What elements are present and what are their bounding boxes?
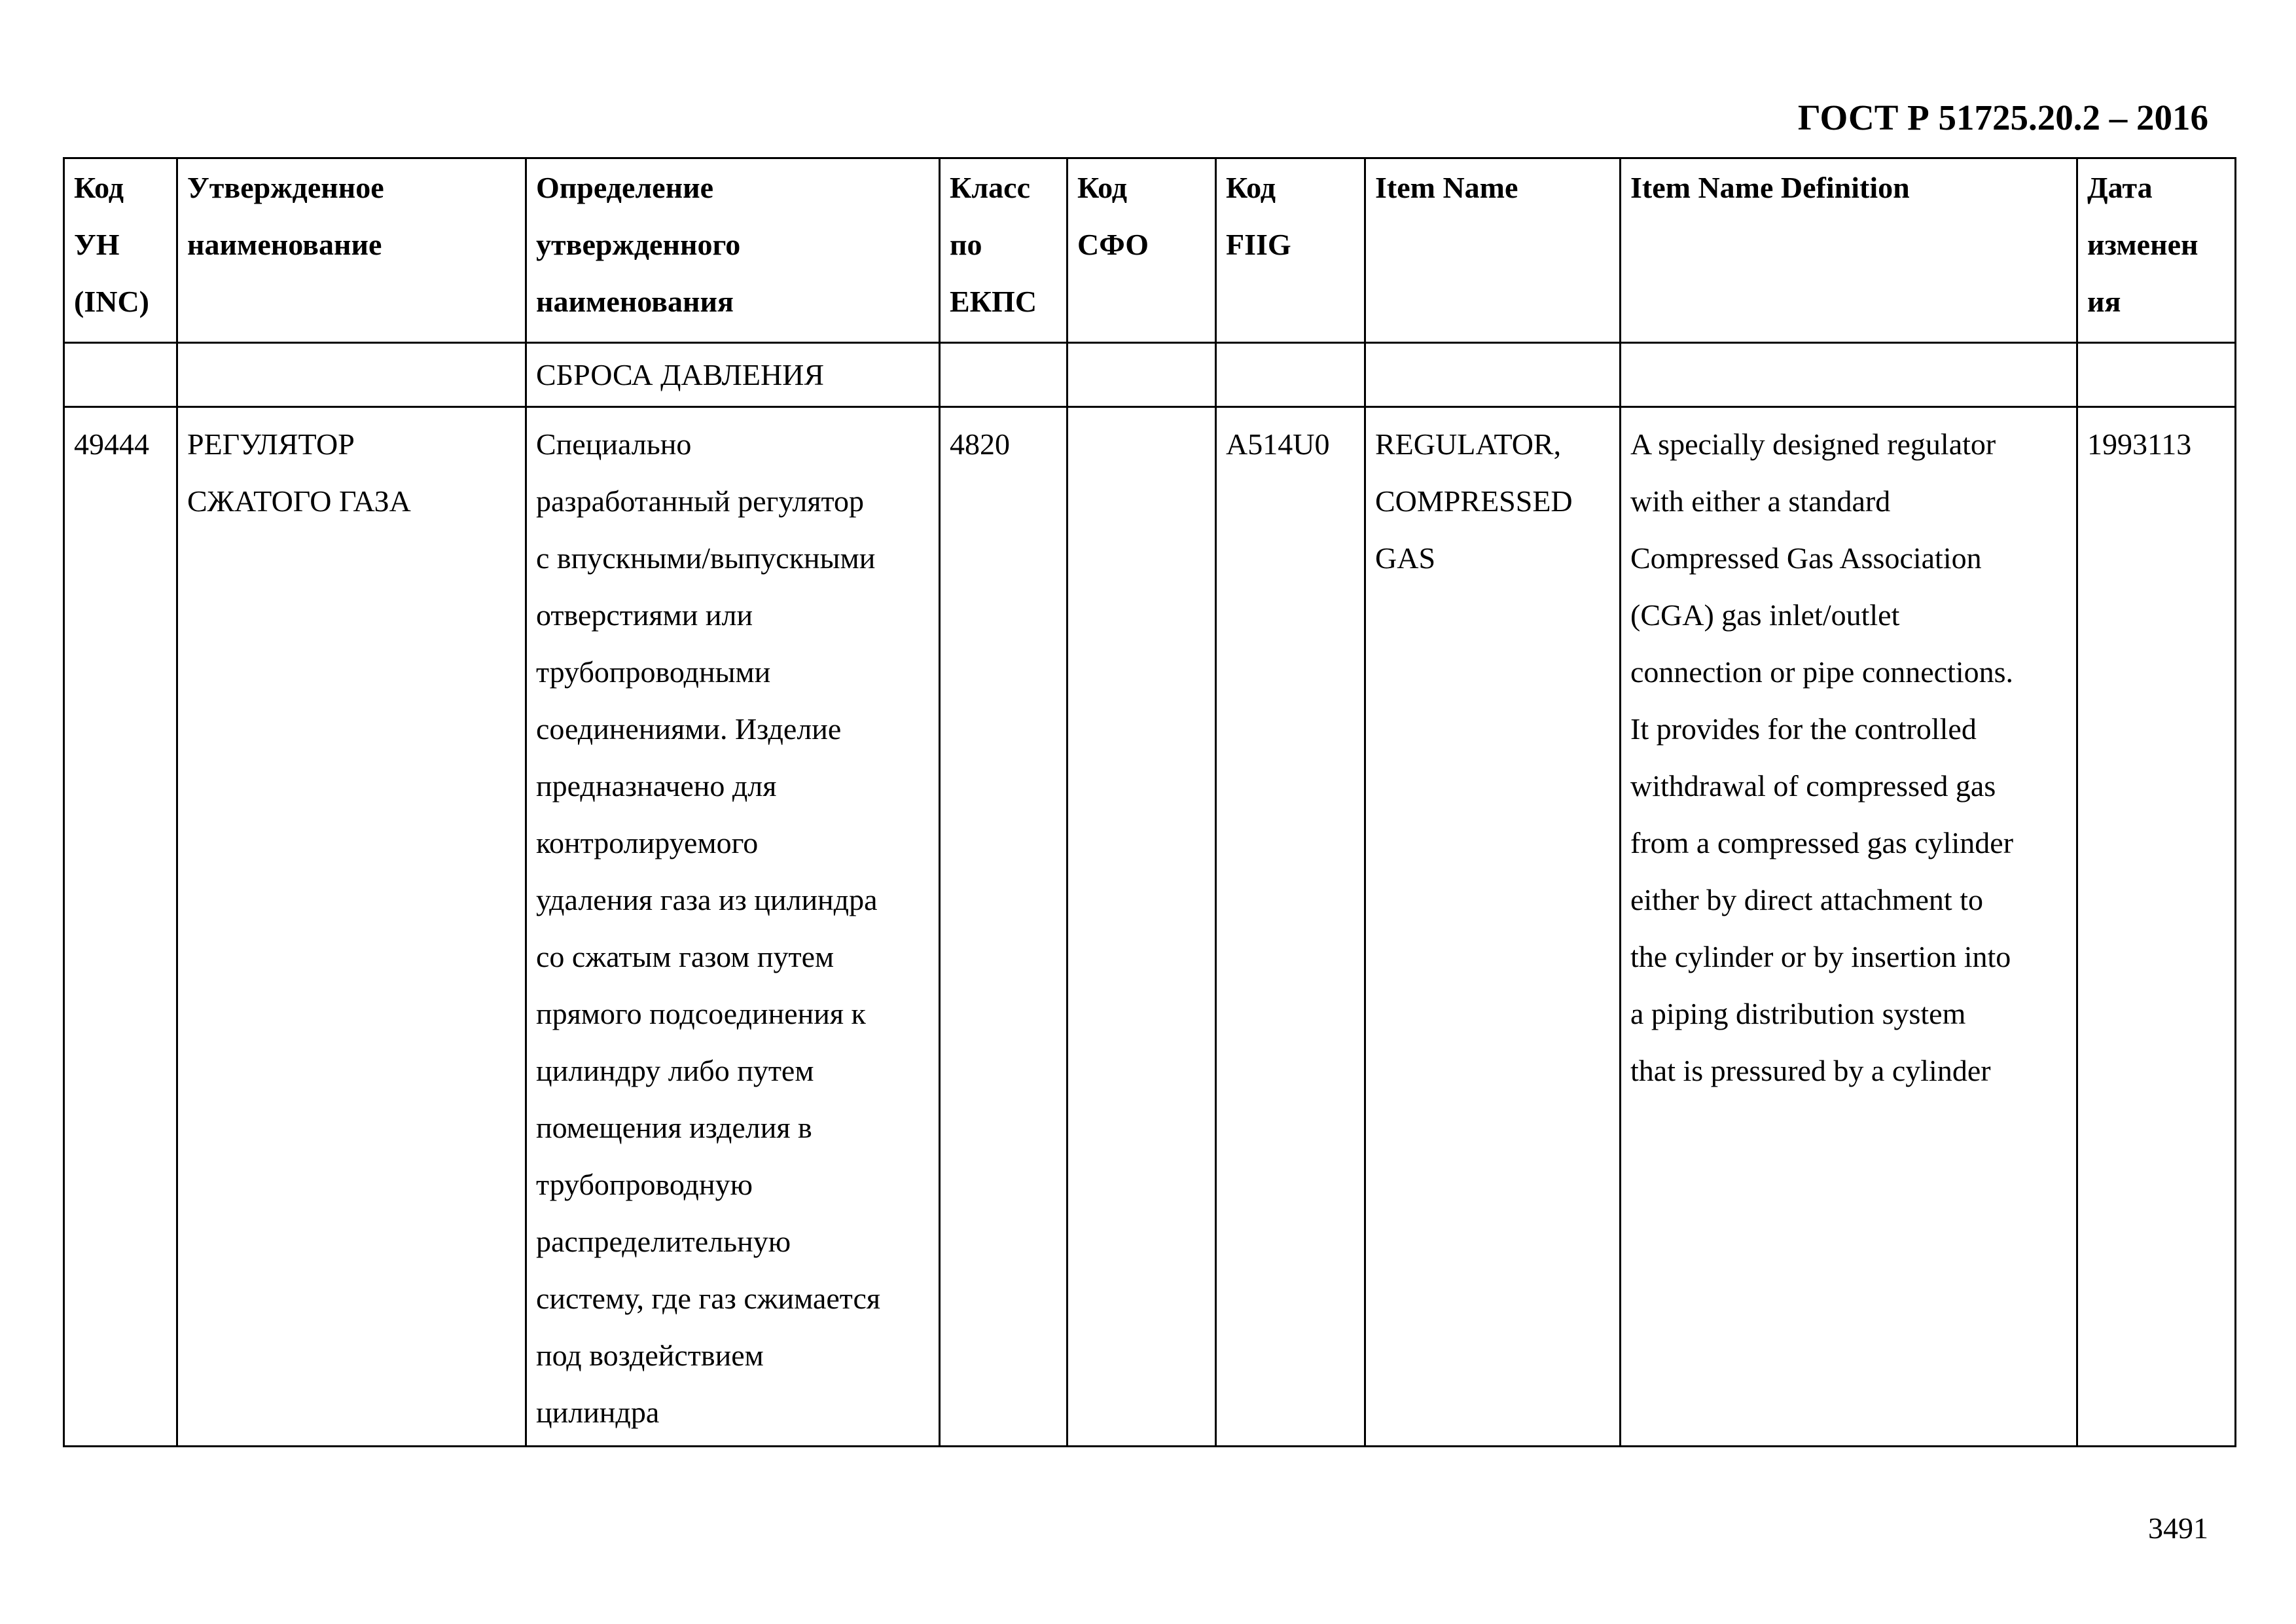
table-row [64, 407, 2236, 1447]
header-item-name: Item Name [1365, 158, 1621, 343]
table-row-continued [64, 343, 2236, 407]
cell-item-name: REGULATOR, COMPRESSED GAS [1365, 407, 1621, 1447]
header-ekps-class: Класс по ЕКПС [940, 158, 1067, 343]
page-number: 3491 [2148, 1511, 2208, 1545]
cell-inc: 49444 [64, 407, 177, 1447]
header-change-date: Дата изменен ия [2077, 158, 2236, 343]
cell-approved-name [177, 343, 526, 407]
cell-ekps-class: 4820 [940, 407, 1067, 1447]
cell-inc [64, 343, 177, 407]
cell-definition: СБРОСА ДАВЛЕНИЯ [526, 343, 940, 407]
cell-item-name-definition: A specially designed regulator with either a standard Compressed Gas Association (CGA) gas inlet/outlet connection or pipe connections. It provides for the controlled withdrawal of compressed gas from a compressed gas cylinder either by direct attachment to the cylinder or by insertion into a piping distribution system that is pressured by a cylinder [1621, 407, 2077, 1447]
header-approved-name: Утвержденное наименование [177, 158, 526, 343]
cell-approved-name: РЕГУЛЯТОР СЖАТОГО ГАЗА [177, 407, 526, 1447]
document-standard-number: ГОСТ Р 51725.20.2 – 2016 [1797, 98, 2208, 137]
nomenclature-table [63, 157, 2236, 1447]
cell-item-name-definition [1621, 343, 2077, 407]
cell-sfo-code [1067, 407, 1216, 1447]
header-inc: Код УН (INC) [64, 158, 177, 343]
cell-fiig-code [1216, 343, 1365, 407]
cell-definition: Специально разработанный регулятор с впускными/выпускными отверстиями или трубопроводными соединениями. Изделие предназначено для контролируемого удаления газа из цилиндра со сжатым газом путем прямого подсоединения к цилиндру либо путем помещения изделия в трубопроводную распределительную систему, где газ сжимается под воздействием цилиндра [526, 407, 940, 1447]
cell-fiig-code: A514U0 [1216, 407, 1365, 1447]
cell-change-date: 1993113 [2077, 407, 2236, 1447]
header-sfo-code: Код СФО [1067, 158, 1216, 343]
table-header-row [64, 158, 2236, 343]
cell-sfo-code [1067, 343, 1216, 407]
header-fiig-code: Код FIIG [1216, 158, 1365, 343]
cell-ekps-class [940, 343, 1067, 407]
header-item-name-definition: Item Name Definition [1621, 158, 2077, 343]
cell-change-date [2077, 343, 2236, 407]
header-definition: Определение утвержденного наименования [526, 158, 940, 343]
cell-item-name [1365, 343, 1621, 407]
